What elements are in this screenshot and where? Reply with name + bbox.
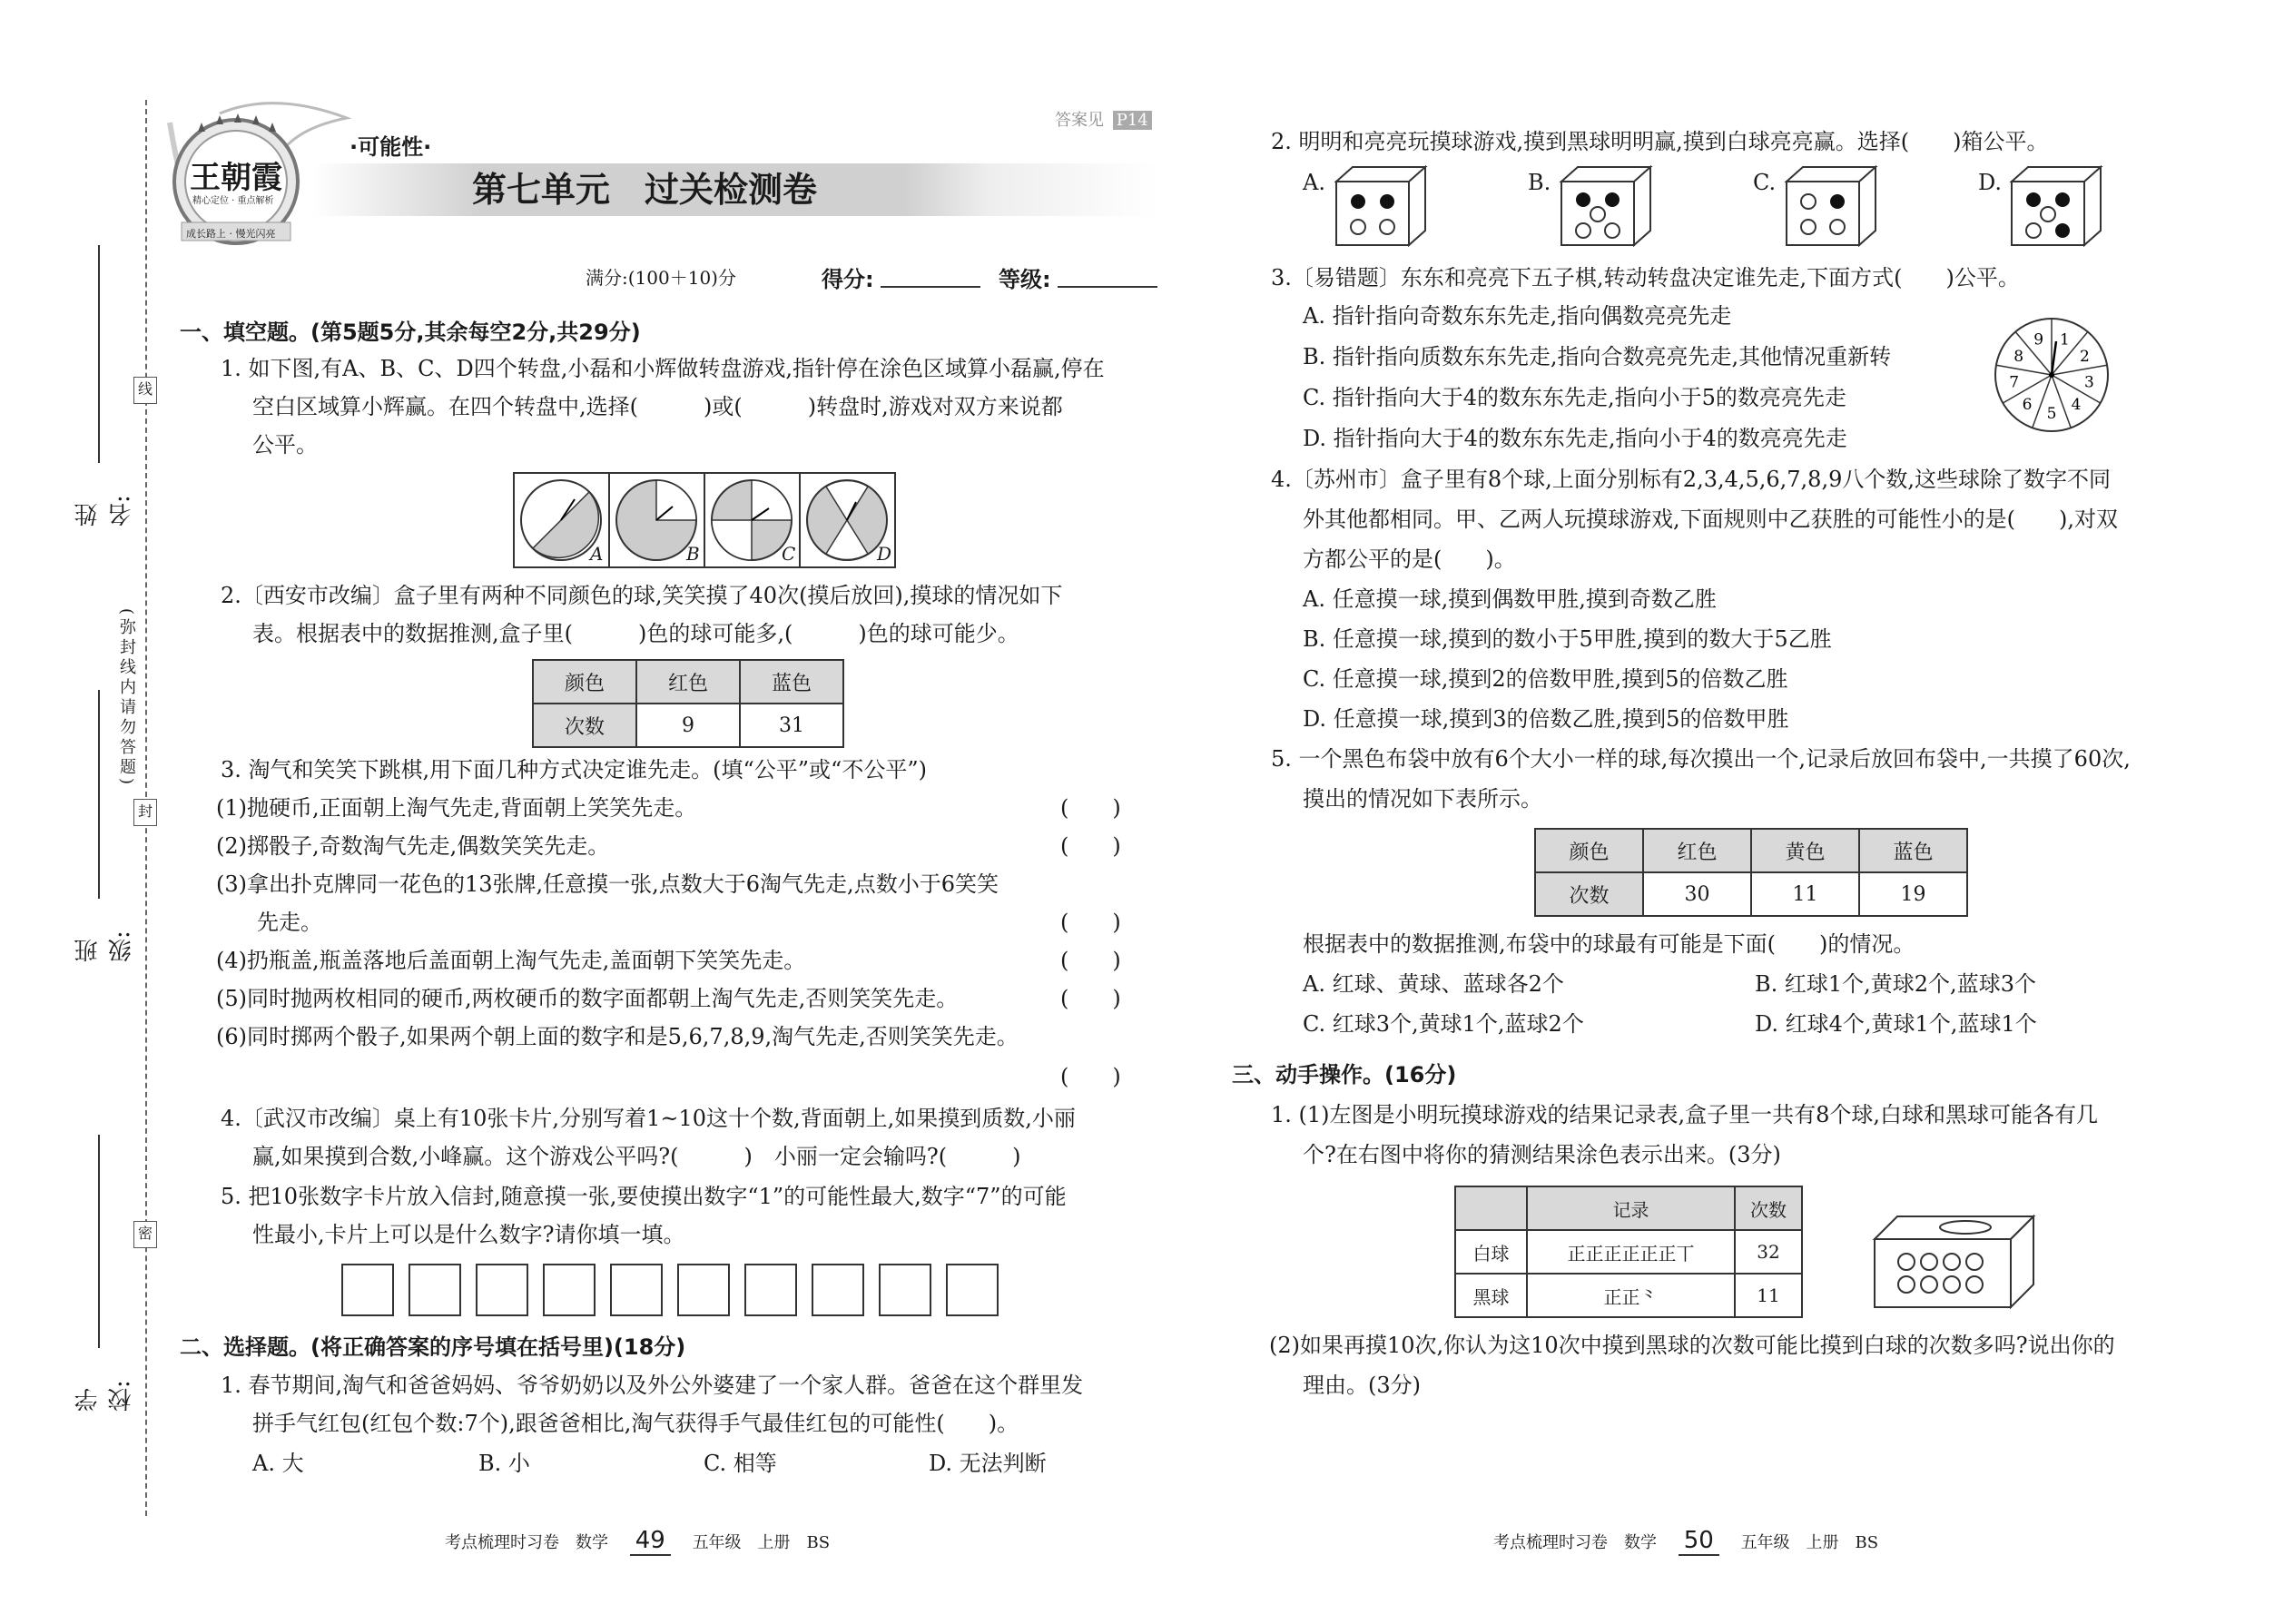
card-box[interactable] — [744, 1264, 797, 1316]
c3-line1: 3.〔易错题〕东东和亮亮下五子棋,转动转盘决定谁先走,下面方式( )公平。 — [1271, 265, 2020, 290]
p2-line1: (2)如果再摸10次,你认为这10次中摸到黑球的次数可能比摸到白球的次数多吗?说出你的 — [1269, 1333, 2115, 1358]
c1-line1: 1. 春节期间,淘气和爸爸妈妈、爷爷奶奶以及外公外婆建了一个家人群。爸爸在这个群里发 — [221, 1373, 1084, 1398]
table-cell: 黑球 — [1455, 1274, 1527, 1317]
c5-option-c: C. 红球3个,黄球1个,蓝球2个 — [1303, 1011, 1584, 1037]
c5-line1: 5. 一个黑色布袋中放有6个大小一样的球,每次摸出一个,记录后放回布袋中,一共摸了60次, — [1271, 746, 2131, 772]
section-1-title: 一、填空题。(第5题5分,其余每空2分,共29分) — [180, 320, 641, 345]
spinner-b — [616, 480, 696, 560]
c3-option-a: A. 指针指向奇数东东先走,指向偶数亮亮先走 — [1303, 303, 1732, 329]
c1-option-d: D. 无法判断 — [929, 1451, 1047, 1476]
wheel-number: 3 — [2083, 373, 2094, 392]
c5-option-a: A. 红球、黄球、蓝球各2个 — [1303, 971, 1564, 997]
c4-option-b: B. 任意摸一球,摸到的数小于5甲胜,摸到的数大于5乙胜 — [1303, 626, 1832, 652]
q3-answer-4[interactable]: ( ) — [1060, 948, 1121, 973]
q2-line1: 2.〔西安市改编〕盒子里有两种不同颜色的球,笑笑摸了40次(摸后放回),摸球的情况如下 — [221, 583, 1063, 608]
ball-box-d — [2012, 167, 2101, 245]
c5-option-d: D. 红球4个,黄球1个,蓝球1个 — [1755, 1011, 2037, 1037]
c4-option-d: D. 任意摸一球,摸到3的倍数乙胜,摸到5的倍数甲胜 — [1303, 706, 1789, 732]
c5-line3: 根据表中的数据推测,布袋中的球最有可能是下面( )的情况。 — [1303, 931, 1915, 957]
page-title: 第七单元 过关检测卷 — [472, 170, 818, 210]
c3-option-d: D. 指针指向大于4的数东东先走,指向小于4的数亮亮先走 — [1303, 426, 1847, 451]
mark-top: 线 — [133, 377, 157, 404]
ball-box-b — [1561, 167, 1650, 245]
c2-line1: 2. 明明和亮亮玩摸球游戏,摸到黑球明明赢,摸到白球亮亮赢。选择( )箱公平。 — [1271, 129, 2049, 154]
c1-option-a: A. 大 — [252, 1451, 304, 1476]
footer-book: 考点梳理时习卷 数学 — [1493, 1533, 1657, 1552]
c4-line3: 方都公平的是( )。 — [1303, 546, 1516, 572]
footer-page: 50 — [1679, 1527, 1719, 1556]
table-cell: 红色 — [1643, 829, 1751, 872]
grade-field[interactable] — [1058, 286, 1157, 288]
mark-mid: 封 — [133, 799, 157, 826]
p1-line2: 个?在右图中将你的猜测结果涂色表示出来。(3分) — [1303, 1142, 1781, 1167]
c4-line2: 外其他都相同。甲、乙两人玩摸球游戏,下面规则中乙获胜的可能性小的是( ),对双 — [1303, 507, 2118, 532]
logo-text: 王朝霞 — [190, 160, 282, 196]
c1-option-c: C. 相等 — [704, 1451, 777, 1476]
spinners-figure — [513, 472, 900, 568]
q3-item-2: (2)掷骰子,奇数淘气先走,偶数笑笑先走。 — [216, 833, 610, 859]
score-line: 满分:(100＋10)分 — [586, 267, 736, 289]
q3-answer-6[interactable]: ( ) — [1060, 1064, 1121, 1089]
q3-item-4: (4)扔瓶盖,瓶盖落地后盖面朝上淘气先走,盖面朝下笑笑先走。 — [216, 948, 806, 973]
footer-grade: 五年级 上册 BS — [692, 1533, 831, 1552]
table-cell: 正正⺀ — [1527, 1274, 1735, 1317]
table-cell: 蓝色 — [740, 660, 843, 704]
answer-ref-label: 答案见 — [1055, 111, 1104, 130]
wheel-number: 9 — [2033, 330, 2044, 349]
footer-left — [445, 1527, 830, 1556]
c4-option-a: A. 任意摸一球,摸到偶数甲胜,摸到奇数乙胜 — [1303, 586, 1717, 612]
q5-line2: 性最小,卡片上可以是什么数字?请你填一填。 — [252, 1222, 685, 1247]
q3-title: 3. 淘气和笑笑下跳棋,用下面几种方式决定谁先走。(填“公平”或“不公平”) — [221, 757, 927, 782]
wheel-number: 2 — [2079, 348, 2090, 366]
table-cell: 白球 — [1455, 1230, 1527, 1274]
mark-bot: 密 — [133, 1221, 157, 1248]
q5-line1: 5. 把10张数字卡片放入信封,随意摸一张,要使摸出数字“1”的可能性最大,数字“7”的可能 — [221, 1184, 1067, 1209]
score-label: 得分: — [822, 267, 874, 292]
table-cell: 19 — [1859, 872, 1967, 916]
spinner-c — [712, 480, 792, 560]
q3-item-1: (1)抛硬币,正面朝上淘气先走,背面朝上笑笑先走。 — [216, 795, 697, 821]
topic-label: ·可能性· — [350, 134, 432, 160]
table-cell: 黄色 — [1751, 829, 1859, 872]
ball-box-c — [1787, 167, 1876, 245]
q3-answer-1[interactable]: ( ) — [1060, 795, 1121, 821]
spinner-a — [521, 480, 601, 560]
section-2-title: 二、选择题。(将正确答案的序号填在括号里)(18分) — [180, 1334, 686, 1360]
class-field[interactable] — [98, 690, 100, 899]
table-cell: 30 — [1643, 872, 1751, 916]
spinner-label-b: B — [686, 543, 700, 565]
grade-label: 等级: — [999, 267, 1051, 292]
q3-answer-2[interactable]: ( ) — [1060, 833, 1121, 859]
wheel-number: 6 — [2022, 396, 2033, 415]
table-cell: 红色 — [636, 660, 740, 704]
table-cell: 9 — [636, 704, 740, 747]
q2-table — [532, 659, 844, 748]
q3-item-5: (5)同时抛两枚相同的硬币,两枚硬币的数字面都朝上淘气先走,否则笑笑先走。 — [216, 986, 959, 1011]
c1-line2: 拼手气红包(红包个数:7个),跟爸爸相比,淘气获得手气最佳红包的可能性( )。 — [252, 1411, 1019, 1436]
section-3-title: 三、动手操作。(16分) — [1232, 1062, 1457, 1088]
c4-line1: 4.〔苏州市〕盒子里有8个球,上面分别标有2,3,4,5,6,7,8,9八个数,这些球除了数字不同 — [1271, 467, 2111, 492]
table-cell: 11 — [1735, 1274, 1802, 1317]
footer-page: 49 — [630, 1527, 671, 1556]
footer-grade: 五年级 上册 BS — [1740, 1533, 1879, 1552]
footer-right — [1493, 1527, 1878, 1556]
q1-line2: 空白区域算小辉赢。在四个转盘中,选择( )或( )转盘时,游戏对双方来说都 — [252, 394, 1063, 419]
wheel-number: 8 — [2013, 348, 2024, 366]
q4-line1: 4.〔武汉市改编〕桌上有10张卡片,分别写着1~10这十个数,背面朝上,如果摸到质数,小丽 — [221, 1106, 1076, 1131]
wheel-number: 4 — [2071, 396, 2082, 415]
c3-option-c: C. 指针指向大于4的数东东先走,指向小于5的数亮亮先走 — [1303, 385, 1846, 410]
table-cell: 蓝色 — [1859, 829, 1967, 872]
table-cell: 次数 — [1535, 872, 1643, 916]
c3-option-b: B. 指针指向质数东东先走,指向合数亮亮先走,其他情况重新转 — [1303, 344, 1892, 369]
card-box[interactable] — [476, 1264, 528, 1316]
c1-option-b: B. 小 — [478, 1451, 530, 1476]
ball-box-a — [1336, 167, 1425, 245]
q4-line2: 赢,如果摸到合数,小峰赢。这个游戏公平吗?( ) 小丽一定会输吗?( ) — [252, 1144, 1021, 1169]
c5-table — [1534, 828, 1968, 917]
table-cell: 次数 — [1735, 1186, 1802, 1230]
footer-book: 考点梳理时习卷 数学 — [445, 1533, 608, 1552]
table-cell: 次数 — [533, 704, 636, 747]
c4-option-c: C. 任意摸一球,摸到2的倍数甲胜,摸到5的倍数乙胜 — [1303, 666, 1788, 692]
name-field[interactable] — [98, 245, 100, 463]
ball-boxes-figure — [1334, 163, 2106, 250]
c2-option-d: D. — [1978, 170, 2003, 195]
spinner-label-c: C — [782, 543, 796, 565]
q3-item-3-cont: 先走。 — [257, 910, 322, 935]
table-cell: 颜色 — [533, 660, 636, 704]
logo-sub: 精心定位 · 重点解析 — [192, 196, 274, 206]
class-label: 班级: — [74, 930, 135, 962]
table-cell — [1455, 1186, 1527, 1230]
ball-box-8-figure[interactable] — [1870, 1212, 2043, 1312]
table-cell: 记录 — [1527, 1186, 1735, 1230]
card-box[interactable] — [879, 1264, 931, 1316]
q1-line3: 公平。 — [252, 432, 318, 458]
table-cell: 32 — [1735, 1230, 1802, 1274]
q3-item-6: (6)同时掷两个骰子,如果两个朝上面的数字和是5,6,7,8,9,淘气先走,否则笑笑先走。 — [216, 1024, 1019, 1049]
p1-record-table — [1454, 1186, 1803, 1318]
wheel-number: 7 — [2009, 373, 2020, 392]
card-box[interactable] — [409, 1264, 461, 1316]
notice: (弥封线内请勿答题) — [117, 608, 136, 789]
table-cell: 正正正正正正丅 — [1527, 1230, 1735, 1274]
answer-ref-page: P14 — [1113, 111, 1152, 130]
c5-option-b: B. 红球1个,黄球2个,蓝球3个 — [1755, 971, 2036, 997]
c2-option-a: A. — [1303, 170, 1325, 195]
card-box[interactable] — [812, 1264, 864, 1316]
card-box[interactable] — [946, 1264, 999, 1316]
q3-item-3: (3)拿出扑克牌同一花色的13张牌,任意摸一张,点数大于6淘气先走,点数小于6笑笑 — [216, 871, 999, 897]
q3-answer-3[interactable]: ( ) — [1060, 910, 1121, 935]
number-wheel — [1993, 316, 2111, 434]
card-box[interactable] — [677, 1264, 730, 1316]
spinner-label-d: D — [877, 543, 892, 565]
p2-line2: 理由。(3分) — [1303, 1373, 1421, 1398]
table-cell: 31 — [740, 704, 843, 747]
card-box[interactable] — [543, 1264, 596, 1316]
school-label: 学校: — [74, 1380, 135, 1412]
c5-line2: 摸出的情况如下表所示。 — [1303, 786, 1542, 812]
school-field[interactable] — [98, 1135, 100, 1348]
wheel-number: 1 — [2059, 330, 2070, 349]
p1-line1: 1. (1)左图是小明玩摸球游戏的结果记录表,盒子里一共有8个球,白球和黑球可能各有几 — [1271, 1102, 2099, 1127]
q2-line2: 表。根据表中的数据推测,盒子里( )色的球可能多,( )色的球可能少。 — [252, 621, 1019, 646]
table-cell: 11 — [1751, 872, 1859, 916]
card-box[interactable] — [610, 1264, 663, 1316]
table-cell: 颜色 — [1535, 829, 1643, 872]
q5-card-boxes — [341, 1264, 1004, 1316]
spinner-d — [807, 480, 887, 560]
q3-answer-5[interactable]: ( ) — [1060, 986, 1121, 1011]
answer-ref — [1055, 107, 1152, 131]
name-label: 姓名: — [74, 495, 135, 527]
score-field[interactable] — [881, 286, 980, 288]
wheel-number: 5 — [2046, 405, 2057, 423]
spinner-label-a: A — [590, 543, 604, 565]
c2-option-c: C. — [1753, 170, 1777, 195]
c2-option-b: B. — [1528, 170, 1551, 195]
q1-line1: 1. 如下图,有A、B、C、D四个转盘,小磊和小辉做转盘游戏,指针停在涂色区域算小磊赢,停在 — [221, 356, 1105, 381]
logo-motto: 成长路上 · 慢光闪亮 — [186, 228, 276, 240]
card-box[interactable] — [341, 1264, 394, 1316]
